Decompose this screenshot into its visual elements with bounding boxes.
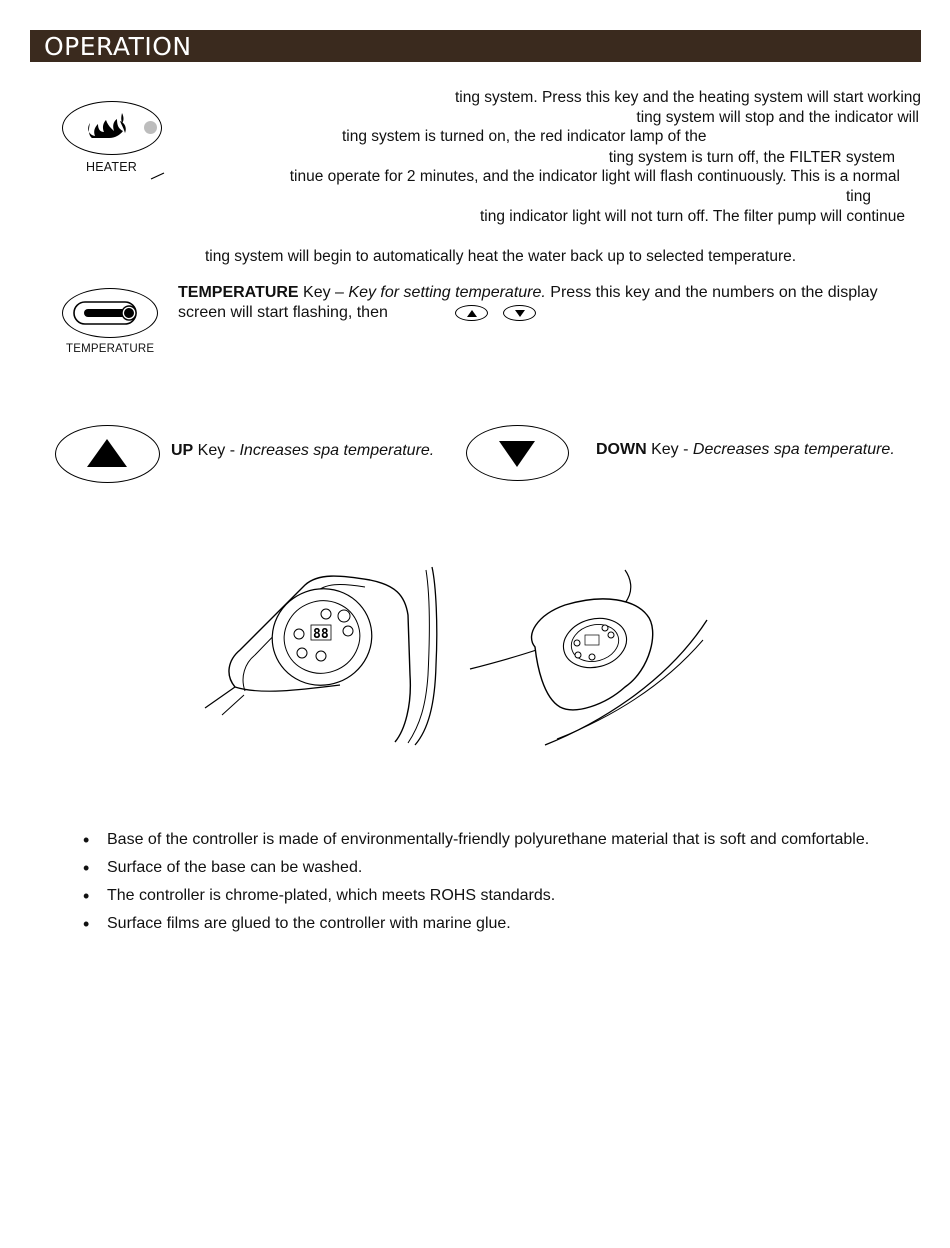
heater-text-line-7: ting indicator light will not turn off. The filter pump will continue [479,208,905,225]
heater-text-line-1: ting system. Press this key and the heating system will start working [454,89,921,106]
list-item: • Surface of the base can be washed. [83,858,869,886]
list-item: • Base of the controller is made of environmentally-friendly polyurethane material that is soft and comfortable. [83,830,869,858]
heater-text-line-2: ting system will stop and the indicator will [636,109,919,126]
down-arrow-icon [499,441,535,467]
indicator-lamp-icon [144,121,157,134]
list-item: • Surface films are glued to the controller with marine glue. [83,914,869,942]
controller-illustration-pillow [465,565,715,747]
temperature-text-rest: Press this key and the numbers on the display [545,284,878,301]
temperature-text-line-2: screen will start flashing, then [178,304,388,321]
down-key [466,425,569,481]
heater-text-line-4: ting system is turn off, the FILTER system [608,149,895,166]
heater-text-line-6: ting [846,188,871,205]
up-key-desc: Increases spa temperature. [239,442,435,459]
down-arrow-icon [515,310,525,317]
temperature-key [62,288,158,338]
section-title: OPERATION [44,32,192,61]
up-key-word: Key - [193,442,240,459]
up-key [55,425,160,483]
feature-list [83,830,869,942]
list-item: • The controller is chrome-plated, which meets ROHS standards. [83,886,869,914]
down-key-text [596,440,895,460]
up-key-mini [455,305,488,321]
heater-text-line-3: ting system is turned on, the red indicator lamp of the [342,128,707,145]
heater-key [62,101,162,155]
heater-text-line-5: tinue operate for 2 minutes, and the indicator light will flash continuously. This is a normal [289,168,900,185]
up-key-text [171,441,434,461]
temperature-key-name: TEMPERATURE [178,284,299,301]
down-key-word: Key - [646,441,693,458]
down-key-mini [503,305,536,321]
down-key-desc: Decreases spa temperature. [692,441,895,458]
down-key-name: DOWN [596,441,647,458]
temperature-key-word: Key – [298,284,349,301]
temperature-text-line-1 [178,283,878,303]
heater-text-line-8: ting system will begin to automatically heat the water back up to selected temperature. [205,248,797,265]
heater-caption: HEATER [86,160,137,174]
temperature-key-desc: Key for setting temperature. [348,284,546,301]
thermometer-icon [62,288,158,338]
up-key-name: UP [171,442,194,459]
temperature-caption: TEMPERATURE [66,343,155,355]
up-arrow-icon [467,310,477,317]
section-header [30,30,921,62]
controller-display-digits: 88 [313,627,329,642]
leader-line [150,170,166,180]
controller-illustration-side [200,565,450,747]
up-arrow-icon [87,439,127,467]
